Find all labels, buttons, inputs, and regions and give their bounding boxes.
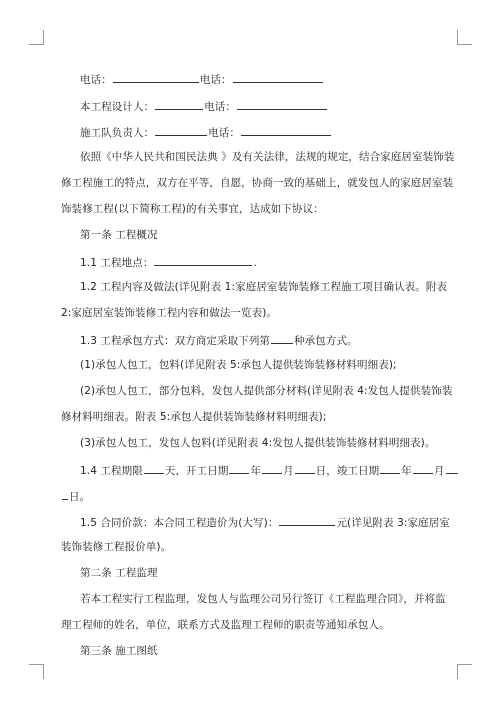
option-2-line-1: (2)承包人包工，部分包料，发包人提供部分材料(详见附表 4:发包人提供装饰装 — [80, 385, 453, 397]
duration-days-blank — [144, 462, 164, 474]
phone-label-2: 电话： — [199, 74, 232, 86]
end-month-unit: 月 — [433, 465, 445, 477]
section-1-4-line — [80, 462, 459, 478]
start-year-unit: 年 — [250, 465, 262, 477]
section-1-2-line-2: 2:家庭居室装饰装修工程内容和做法一览表)。 — [61, 307, 278, 319]
section-1-1-line — [80, 254, 257, 270]
section-1-5-line-2: 装饰装修工程报价单)。 — [61, 541, 172, 553]
designer-label: 本工程设计人： — [80, 101, 155, 113]
foreman-label: 施工队负责人： — [80, 127, 155, 139]
end-year-blank — [380, 462, 400, 474]
designer-line — [80, 98, 328, 114]
phone-blank-2 — [233, 71, 323, 83]
article-2-paragraph-line-1: 若本工程实行工程监理，发包人与监理公司另行签订《工程监理合同》，并将监 — [80, 593, 446, 605]
foreman-blank — [155, 124, 207, 136]
phone-blank — [113, 71, 199, 83]
article-3-heading: 第三条 施工图纸 — [80, 645, 158, 657]
corner-mark-bottom-left — [29, 664, 44, 679]
section-1-5-unit: 元(详见附表 3:家庭居室 — [336, 517, 450, 529]
section-1-2-line-1: 1.2 工程内容及做法(详见附表 1:家庭居室装饰装修工程施工项目确认表。附表 — [80, 281, 448, 293]
contract-price-blank — [279, 514, 335, 526]
section-1-1-label: 1.1 工程地点： — [80, 257, 154, 269]
project-location-blank — [154, 254, 252, 266]
phone-line — [80, 71, 324, 87]
start-day-blank — [295, 462, 315, 474]
article-2-paragraph-line-2: 理工程师的姓名，单位，联系方式及监理工程师的职责等通知承包人。 — [61, 619, 390, 631]
contract-mode-blank — [271, 332, 293, 344]
foreman-line — [80, 124, 332, 140]
start-month-unit: 月 — [283, 465, 294, 477]
phone-label: 电话： — [80, 74, 112, 86]
end-month-blank — [413, 462, 433, 474]
corner-mark-bottom-right — [457, 664, 472, 679]
option-3-line: (3)承包人包工，发包人包料(详见附表 4:发包人提供装饰装修材料明细表)。 — [80, 437, 436, 449]
start-date-label: 天，开工日期 — [164, 465, 229, 477]
article-2-heading: 第二条 工程监理 — [80, 567, 158, 579]
start-month-blank — [262, 462, 282, 474]
designer-phone-blank — [237, 98, 327, 110]
foreman-phone-label: 电话： — [208, 127, 241, 139]
section-1-3-end: 种承包方式。 — [294, 335, 358, 347]
end-year-unit: 年 — [401, 465, 412, 477]
start-year-blank — [229, 462, 249, 474]
section-1-3-line — [80, 332, 358, 348]
end-day-blank-part-1 — [446, 462, 458, 474]
intro-paragraph-line-3: 饰装修工程(以下简称工程)的有关事宜，达成如下协议： — [61, 203, 324, 215]
section-1-4-label: 1.4 工程期限 — [80, 465, 143, 477]
designer-phone-label: 电话： — [204, 101, 237, 113]
intro-paragraph-line-1: 依照《中华人民共和国民法典 》及有关法律，法规的规定，结合家庭居室装饰装 — [80, 151, 455, 163]
intro-paragraph-line-2: 修工程施工的特点，双方在平等，自愿，协商一致的基础上，就发包人的家庭居室装 — [61, 177, 454, 189]
corner-mark-top-left — [29, 30, 44, 45]
designer-blank — [155, 98, 203, 110]
section-1-1-end: . — [253, 257, 257, 269]
end-date-label: 日，竣工日期 — [315, 465, 380, 477]
option-1-line: (1)承包人包工，包料(详见附表 5:承包人提供装饰装修材料明细表); — [80, 359, 397, 371]
foreman-phone-blank — [241, 124, 331, 136]
article-1-heading: 第一条 工程概况 — [80, 229, 158, 241]
corner-mark-top-right — [457, 30, 472, 45]
section-1-5-line-1 — [80, 514, 450, 530]
end-day-blank-part-2 — [62, 488, 68, 500]
section-1-4-line-2 — [61, 488, 90, 504]
section-1-3-label: 1.3 工程承包方式：双方商定采取下列第 — [80, 335, 271, 347]
end-day-unit: 日。 — [69, 491, 91, 503]
section-1-5-label: 1.5 合同价款：本合同工程造价为(大写)： — [80, 517, 279, 529]
option-2-line-2: 修材料明细表。附表 5:承包人提供装饰装修材料明细表); — [61, 411, 327, 423]
